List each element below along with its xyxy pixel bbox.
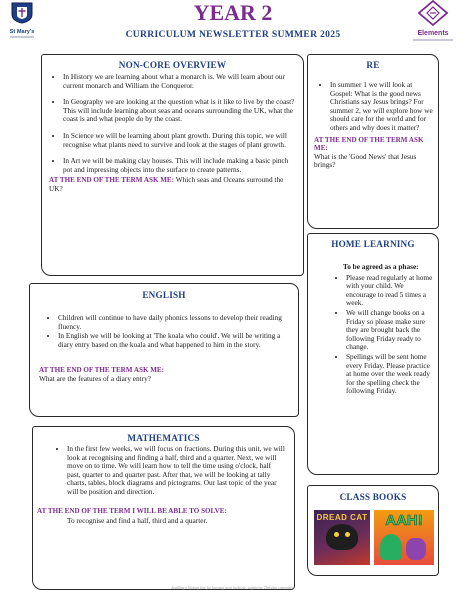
re-ask [314,136,434,170]
list-item: • In summer 1 we will look at Gospel: What is the good news Christians say Jesus brings? For summer 2, we will explore how we should care for the world and for others and why does it matter? [330,81,434,133]
list-item: • Spellings will be sent home every Friday. Please practice at home over the week ready for the spelling check the following Friday. [346,353,434,396]
class-books-section [307,485,439,576]
class-books-heading: CLASS BOOKS [339,492,407,502]
page-title: YEAR 2 [193,0,273,25]
home-learning-heading: HOME LEARNING [331,239,415,249]
english-list [41,314,290,349]
english-section [29,283,299,417]
english-heading: ENGLISH [142,290,186,300]
list-item: • We will change books on a Friday so please make sure they are brought back the following Friday ready to change. [346,309,434,352]
list-item: • In the first few weeks, we will focus on fractions. During this unit, we will look at recognising and finding a half, third and a quarter. Next, we will move on to time. We will learn how to tell the time using o'clock, half past, quarter to and quarter past. After that, we will be looking at tally charts, tables, block diagrams and pictograms. Our last topic of the year will be position and direction. [67,445,286,497]
home-learning-section [307,233,439,475]
list-item: • In Art we will be making clay houses. This will include making a basic pinch pot and impressing objects into the surface to create patterns. [63,157,295,174]
maths-able-text: To recognise and find a half, third and a quarter. [67,515,208,525]
english-ask [39,366,292,384]
page-subtitle: CURRICULUM NEWSLETTER SUMMER 2025 [125,29,341,40]
non-core-ask [49,176,297,193]
elements-logo-icon [418,0,448,27]
ask-text: What are the features of a diary entry? [39,374,152,384]
re-list [313,81,434,133]
list-item: • In History we are learning about what a monarch is. We will learn about our current monarch and William the Conqueror. [63,73,295,90]
re-heading: RE [366,60,380,70]
non-core-section [41,54,304,276]
partner-logo [404,0,462,40]
maths-section [32,426,295,590]
list-item: • Children will continue to have daily phonics lessons to develop their reading fluency. [58,314,290,331]
list-item: • In Science we will be learning about plant growth. During this topic, we will recognise what plants need to survive and look at the stages of plant growth. [63,132,295,149]
partner-name: Elements [417,30,449,37]
list-item: • Please read regularly at home with your child. We encourage to read 5 times a week. [346,274,434,308]
book-title: DREAD CAT [316,513,368,522]
re-section [307,54,439,229]
list-item: • In English we will be looking at 'The koala who could'. We will be writing a diary entry based on the koala and what happened to him in the story. [58,332,290,349]
list-item: • In Geography we are looking at the question what is it like to live by the coast? This will include learning about seas and oceans surrounding the UK, what the coast is and what people do by the coast. [63,98,295,124]
maths-able-label: AT THE END OF THE TERM I WILL BE ABLE TO SOLVE: [37,506,227,515]
ask-text: What is the 'Good News' that Jesus brings? [314,151,417,170]
maths-heading: MATHEMATICS [127,433,200,443]
school-name: St Mary's [9,29,35,35]
book-cover-dread-cat [314,510,370,565]
home-learning-list [329,274,434,396]
ask-label: AT THE END OF THE TERM ASK ME: [39,366,165,375]
non-core-list [46,73,295,174]
footer-motto: Instilling a lifelong love for learning in an inclusive, supportive Christian community. [171,586,295,590]
book-cover-aah [374,510,434,565]
home-learning-intro: To be agreed as a phase: [343,262,419,271]
ask-label: AT THE END OF THE TERM ASK ME: [49,176,175,185]
book-title: AAH! [385,512,423,529]
maths-list [50,445,286,497]
ask-text: Which seas and Oceans surround the UK? [49,175,284,193]
ask-label: AT THE END OF THE TERM ASK ME: [314,135,424,153]
non-core-heading: NON-CORE OVERVIEW [118,60,227,70]
